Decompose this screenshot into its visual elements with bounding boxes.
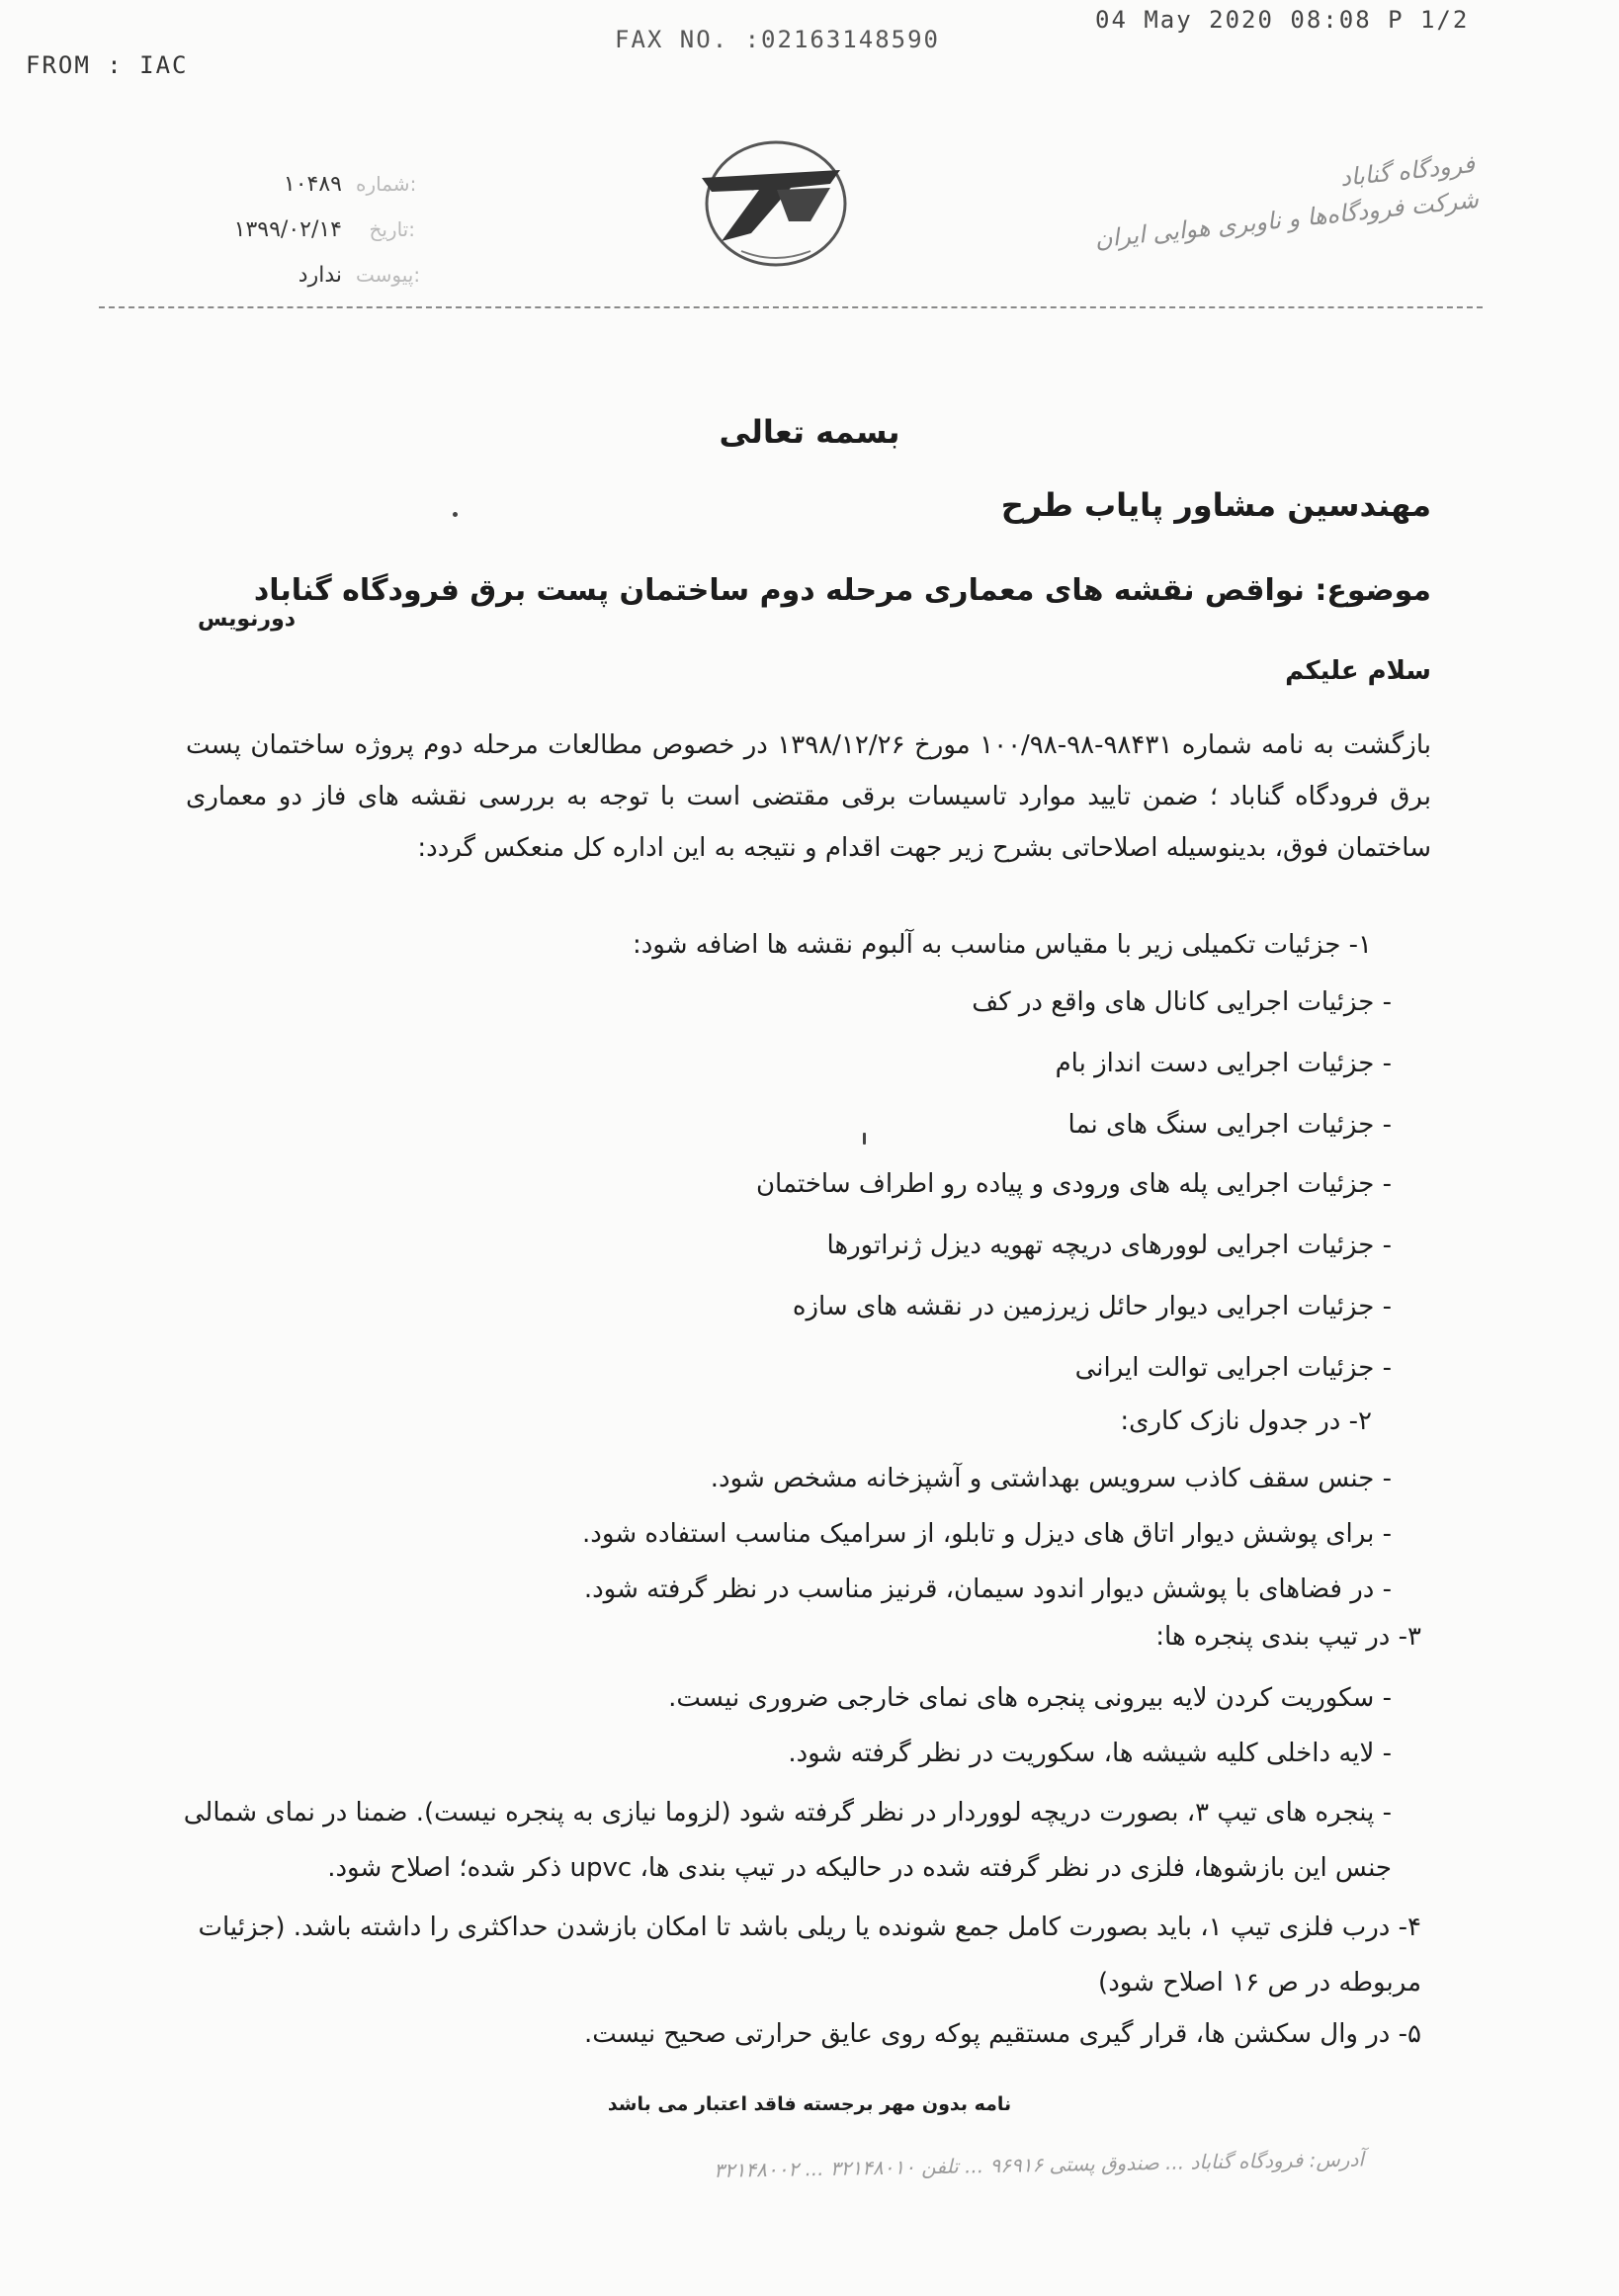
- meta-date-row: [178, 210, 415, 249]
- meta-attachment-row: [178, 255, 421, 295]
- header-divider: [99, 306, 1483, 308]
- footer-address: آدرس: فرودگاه گناباد ... صندوق پستی ۹۶۹۱۶ ... تلفن ۳۲۱۴۸۰۱۰ ... ۳۲۱۴۸۰۰۲: [713, 2147, 1365, 2182]
- item-5: ۵- در وال سکشن ها، قرار گیری مستقیم پوکه روی عایق حرارتی صحیح نیست.: [584, 2019, 1421, 2049]
- item-1-heading: ۱- جزئیات تکمیلی زیر با مقیاس مناسب به آلبوم نقشه ها اضافه شود:: [632, 930, 1372, 960]
- meta-number-label: شماره:: [356, 172, 417, 196]
- stray-mark: [863, 1133, 866, 1145]
- list-item: - جزئیات اجرایی توالت ایرانی: [1074, 1353, 1392, 1383]
- greeting: سلام علیکم: [1285, 656, 1431, 686]
- list-item: - جزئیات اجرایی پله های ورودی و پیاده رو اطراف ساختمان: [755, 1169, 1392, 1199]
- airport-company-logo-icon: [682, 127, 870, 275]
- item-4: ۴- درب فلزی تیپ ۱، باید بصورت کامل جمع شونده یا ریلی باشد تا امکان بازشدن حداکثری را داشته باشد. (جزئیات مربوطه در ص ۱۶ اصلاح شود): [198, 1913, 1421, 1998]
- item-2-heading: ۲- در جدول نازک کاری:: [1120, 1406, 1372, 1436]
- meta-number-row: [178, 164, 415, 204]
- item-3-heading: ۳- در تیپ بندی پنجره ها:: [1155, 1622, 1421, 1652]
- organization-name: [1001, 146, 1483, 285]
- letter-attachment: ندارد: [298, 262, 342, 288]
- list-item: - جزئیات اجرایی سنگ های نما: [1067, 1110, 1392, 1140]
- list-item: - سکوریت کردن لایه بیرونی پنجره های نمای خارجی ضروری نیست.: [668, 1683, 1392, 1713]
- draft-label: دورنویس: [198, 607, 297, 632]
- list-item: - جزئیات اجرایی دیوار حائل زیرزمین در نقشه های سازه: [792, 1292, 1392, 1321]
- list-item: - جزئیات اجرایی لوورهای دریچه تهویه دیزل ژنراتورها: [826, 1231, 1392, 1260]
- subject-line: [254, 573, 1431, 608]
- list-item: - برای پوشش دیوار اتاق های دیزل و تابلو، از سرامیک مناسب استفاده شود.: [582, 1519, 1392, 1549]
- list-item: - جزئیات اجرایی دست انداز بام: [1055, 1049, 1392, 1078]
- subject-label: موضوع:: [1315, 573, 1431, 608]
- footer-validity-note: نامه بدون مهر برجسته فاقد اعتبار می باشد: [607, 2093, 1012, 2115]
- letter-number: ۱۰۴۸۹: [283, 171, 342, 197]
- list-item: - در فضاهای با پوشش دیوار اندود سیمان، قرنیز مناسب در نظر گرفته شود.: [583, 1574, 1392, 1604]
- organization-name-line1: فرودگاه گناباد: [1338, 149, 1477, 193]
- list-item: - جزئیات اجرایی کانال های واقع در کف: [972, 987, 1392, 1017]
- organization-name-line2: شرکت فرودگاه‌ها و ناوبری هوایی ایران: [1093, 185, 1481, 254]
- addressee: مهندسین مشاور پایاب طرح: [1000, 486, 1431, 524]
- list-item: - پنجره های تیپ ۳، بصورت دریچه لووردار در نظر گرفته شود (لزوما نیازی به پنجره نیست). ضمنا در نمای شمالی جنس این بازشوها، فلزی در نظر گرفته شده در حالیکه در تیپ بندی ها، upvc ذکر شده؛ اصلاح شود.: [183, 1798, 1392, 1883]
- subject-text: نواقص نقشه های معماری مرحله دوم ساختمان پست برق فرودگاه گناباد: [253, 573, 1305, 608]
- meta-attachment-label: پیوست:: [356, 263, 421, 287]
- stray-mark: [453, 512, 458, 517]
- fax-number: FAX NO. :02163148590: [615, 26, 940, 53]
- list-item: - جنس سقف کاذب سرویس بهداشتی و آشپزخانه مشخص شود.: [710, 1464, 1392, 1493]
- letter-date: ۱۳۹۹/۰۲/۱۴: [233, 216, 342, 242]
- body-paragraph: بازگشت به نامه شماره ۹۸۴۳۱-۹۸-۱۰۰/۹۸ مورخ ۱۳۹۸/۱۲/۲۶ در خصوص مطالعات مرحله دوم پروژه ساختمان پست برق فرودگاه گناباد ؛ ضمن تایید موارد تاسیسات برقی مقتضی است با توجه به بررسی نقشه های فاز دو معماری ساختمان فوق، بدینوسیله اصلاحاتی بشرح زیر جهت اقدام و نتیجه به این اداره کل منعکس گردد:: [186, 730, 1431, 863]
- fax-sender: FROM : IAC: [26, 51, 189, 79]
- opening-invocation: بسمه تعالی: [719, 413, 900, 451]
- meta-date-label: تاریخ:: [369, 217, 415, 241]
- fax-timestamp: 04 May 2020 08:08 P 1/2: [1095, 6, 1470, 34]
- list-item: - لایه داخلی کلیه شیشه ها، سکوریت در نظر گرفته شود.: [788, 1739, 1392, 1768]
